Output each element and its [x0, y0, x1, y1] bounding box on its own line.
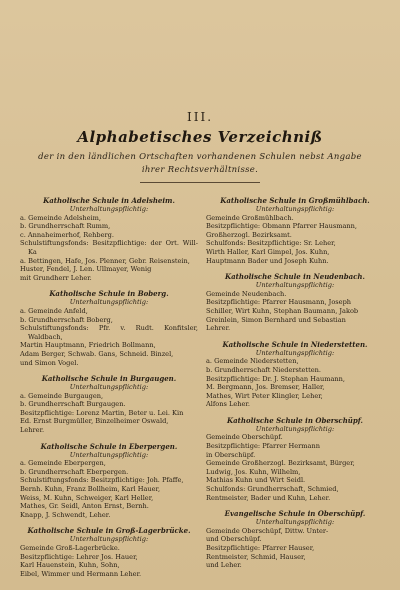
entry-line: Mathias Kuhn und Wirt Seidl.: [206, 476, 306, 485]
entry-line: Schiller, Wirt Kuhn, Stephan Baumann, Jakob: [206, 306, 359, 315]
entry-line: b. Grundherrschaft Eberpergen.: [20, 467, 129, 476]
school-entry: [20, 374, 198, 435]
entry-line: Schulstiftungsfonds: Pfr. v. Rudt. Konfitsler, Waldbach,: [20, 324, 198, 341]
page-subtitle-line-2: ihrer Rechtsverhältnisse.: [141, 165, 259, 175]
section-number: III.: [186, 110, 214, 124]
entry-line: Besitzpflichtige: Pfarrer Hauser,: [206, 544, 315, 552]
obligation-label: Unterhaltungspflichtig:: [69, 535, 149, 544]
entry-line: a. Gemeinde Adelsheim,: [20, 213, 102, 222]
school-entry: [20, 526, 198, 578]
entry-line: Gemeinde Neudenbach.: [206, 289, 287, 298]
entry-line: a. Gemeinde Burgaugen,: [20, 391, 104, 400]
entry-line: Karl Hauenstein, Kuhn, Sohn,: [20, 561, 120, 570]
entry-line: Großherzogl. Bezirksamt.: [206, 230, 292, 239]
entry-line: mit Grundherr Leher.: [20, 273, 92, 282]
school-heading: Katholische Schule in Eberpergen.: [40, 441, 178, 451]
entry-line: Besitzpflichtige: Lehrer Jos. Hauer,: [20, 552, 138, 561]
entry-line: b. Grundherrschaft Burgaugen.: [20, 400, 126, 409]
entry-line: b. Grundherrschaft Boberg,: [20, 315, 113, 324]
entry-line: und Leher.: [206, 561, 242, 570]
entry-line: Rentmeister, Bader und Kuhn, Leher.: [206, 493, 331, 502]
school-heading: Katholische Schule in Groß-Lagerbrücke.: [27, 526, 191, 536]
entry-line: Lehrer.: [206, 324, 231, 333]
entry-line: a. Gemeinde Niederstetten,: [206, 357, 299, 366]
obligation-label: Unterhaltungspflichtig:: [255, 424, 335, 433]
page-subtitle-line-1: der in den ländlichen Ortschaften vorhandenen Schulen nebst Angabe: [38, 152, 362, 162]
entry-line: Wirth Haller, Karl Gimpel, Jos. Kuhn,: [206, 247, 330, 256]
entry-line: Ed. Ernst Burgmüller, Binzelheimer Oswald,: [20, 417, 169, 426]
entry-line: Huster, Fendel, J. Len. Ullmayer, Wenig: [20, 265, 152, 274]
obligation-label: Unterhaltungspflichtig:: [255, 348, 335, 357]
school-entry: [206, 509, 384, 570]
entry-line: Gemeinde Groß-Lagerbrücke.: [20, 544, 120, 552]
obligation-label: Unterhaltungspflichtig:: [69, 383, 149, 392]
entry-line: Rentmeister, Schmid, Hauser,: [206, 552, 306, 561]
school-entry: [206, 416, 384, 502]
entry-line: Knapp, J. Schwendt, Leher.: [20, 510, 111, 519]
entry-line: Besitzpflichtige: Pfarrer Hausmann, Joseph: [206, 298, 352, 307]
school-heading: Katholische Schule in Boberg.: [49, 289, 169, 299]
entry-line: Schulfonds: Besitzpflichtige: Sr. Leher,: [206, 239, 336, 248]
entry-line: Besitzpflichtige: Pfarrer Hermann: [206, 442, 320, 451]
obligation-label: Unterhaltungspflichtig:: [255, 205, 335, 213]
left-column: [20, 196, 198, 585]
entry-line: Gemeinde Oberschüpf, Dittw. Unter-: [206, 526, 329, 535]
entry-line: Schulstiftungsfonds: Besitzpflichtige: der Ort. Will-Ka: [20, 239, 198, 256]
entry-line: Mathes, Gr. Seidl, Anton Ernst, Bernh.: [20, 502, 149, 511]
entry-line: Schulstiftungsfonds: Besitzpflichtige: Joh. Pfaffe,: [20, 476, 184, 485]
entry-line: Bernh. Kuhn, Franz Bollheim, Karl Hauer,: [20, 485, 161, 494]
obligation-label: Unterhaltungspflichtig:: [255, 518, 335, 527]
entry-line: Eibel, Wimmer und Hermann Leher.: [20, 569, 142, 578]
entry-line: Besitzpflichtige: Lorenz Martin, Beter u. Lei. Kin: [20, 408, 184, 417]
entry-line: Greinlein, Simon Bernhard und Sebastian: [206, 315, 346, 324]
entry-line: Schulfonds: Grundherrschaft, Schmied,: [206, 485, 339, 494]
entry-line: M. Bergmann, Jos. Bremser, Haller,: [206, 383, 325, 392]
obligation-label: Unterhaltungspflichtig:: [255, 281, 335, 290]
obligation-label: Unterhaltungspflichtig:: [69, 298, 149, 307]
school-heading: Katholische Schule in Niederstetten.: [222, 339, 368, 349]
school-heading: Evangelische Schule in Oberschüpf.: [224, 509, 366, 519]
entry-line: Hauptmann Bader und Joseph Kuhn.: [206, 256, 329, 265]
entry-line: Gemeinde Großherzogl. Bezirksamt, Bürger,: [206, 459, 355, 468]
entry-line: a. Gemeinde Eberpergen,: [20, 459, 106, 468]
entry-line: und Simon Vogel.: [20, 358, 79, 367]
school-entry: [20, 442, 198, 520]
entry-line: a. Gemeinde Anfeld,: [20, 306, 88, 315]
page-title: Alphabetisches Verzeichniß: [77, 128, 323, 146]
entry-line: Besitzpflichtige: Obmann Pfarrer Hausmann,: [206, 222, 357, 231]
school-entry: [20, 289, 198, 367]
school-entry: [206, 196, 384, 265]
entry-line: a. Bettingen, Hafe, Jos. Plenner, Gebr. Reisenstein,: [20, 256, 190, 265]
entry-line: Gemeinde Oberschüpf.: [206, 433, 283, 442]
entry-line: in Oberschüpf.: [206, 450, 256, 459]
school-entry: [206, 272, 384, 333]
title-divider: [140, 182, 260, 183]
entry-line: Martin Hauptmann, Friedrich Bollmann,: [20, 341, 156, 350]
entry-line: Mathes, Wirt Peter Klingler, Leher,: [206, 391, 323, 400]
entry-line: b. Grundherrschaft Niederstetten.: [206, 365, 321, 374]
entry-line: Weiss, M. Kuhn, Schweiger, Karl Heller,: [20, 493, 154, 502]
entry-line: Alfons Leher.: [206, 400, 250, 409]
school-heading: Katholische Schule in Neudenbach.: [225, 272, 365, 282]
school-heading: Katholische Schule in Burgaugen.: [41, 374, 177, 384]
entry-line: Lehrer.: [20, 426, 45, 435]
entry-line: b. Grundherrschaft Rumm,: [20, 222, 111, 231]
entry-line: Besitzpflichtige: Dr. J. Stephan Haumann,: [206, 374, 345, 383]
entry-line: Ludwig, Jos. Kuhn, Wilhelm,: [206, 467, 301, 476]
entry-line: Gemeinde Großmühlbach.: [206, 213, 294, 222]
school-heading: Katholische Schule in Oberschüpf.: [227, 415, 363, 425]
right-column: [206, 196, 384, 577]
obligation-label: Unterhaltungspflichtig:: [69, 450, 149, 459]
school-entry: [20, 196, 198, 282]
school-entry: [206, 340, 384, 409]
school-heading: Katholische Schule in Großmühlbach.: [220, 196, 370, 205]
school-heading: Katholische Schule in Adelsheim.: [43, 196, 175, 205]
entry-line: c. Annaheimerhof, Rehberg.: [20, 230, 114, 239]
obligation-label: Unterhaltungspflichtig:: [69, 205, 149, 213]
entry-line: Adam Berger, Schwab. Gans, Schneid. Binzel,: [20, 349, 174, 358]
entry-line: und Oberschüpf.: [206, 535, 262, 544]
